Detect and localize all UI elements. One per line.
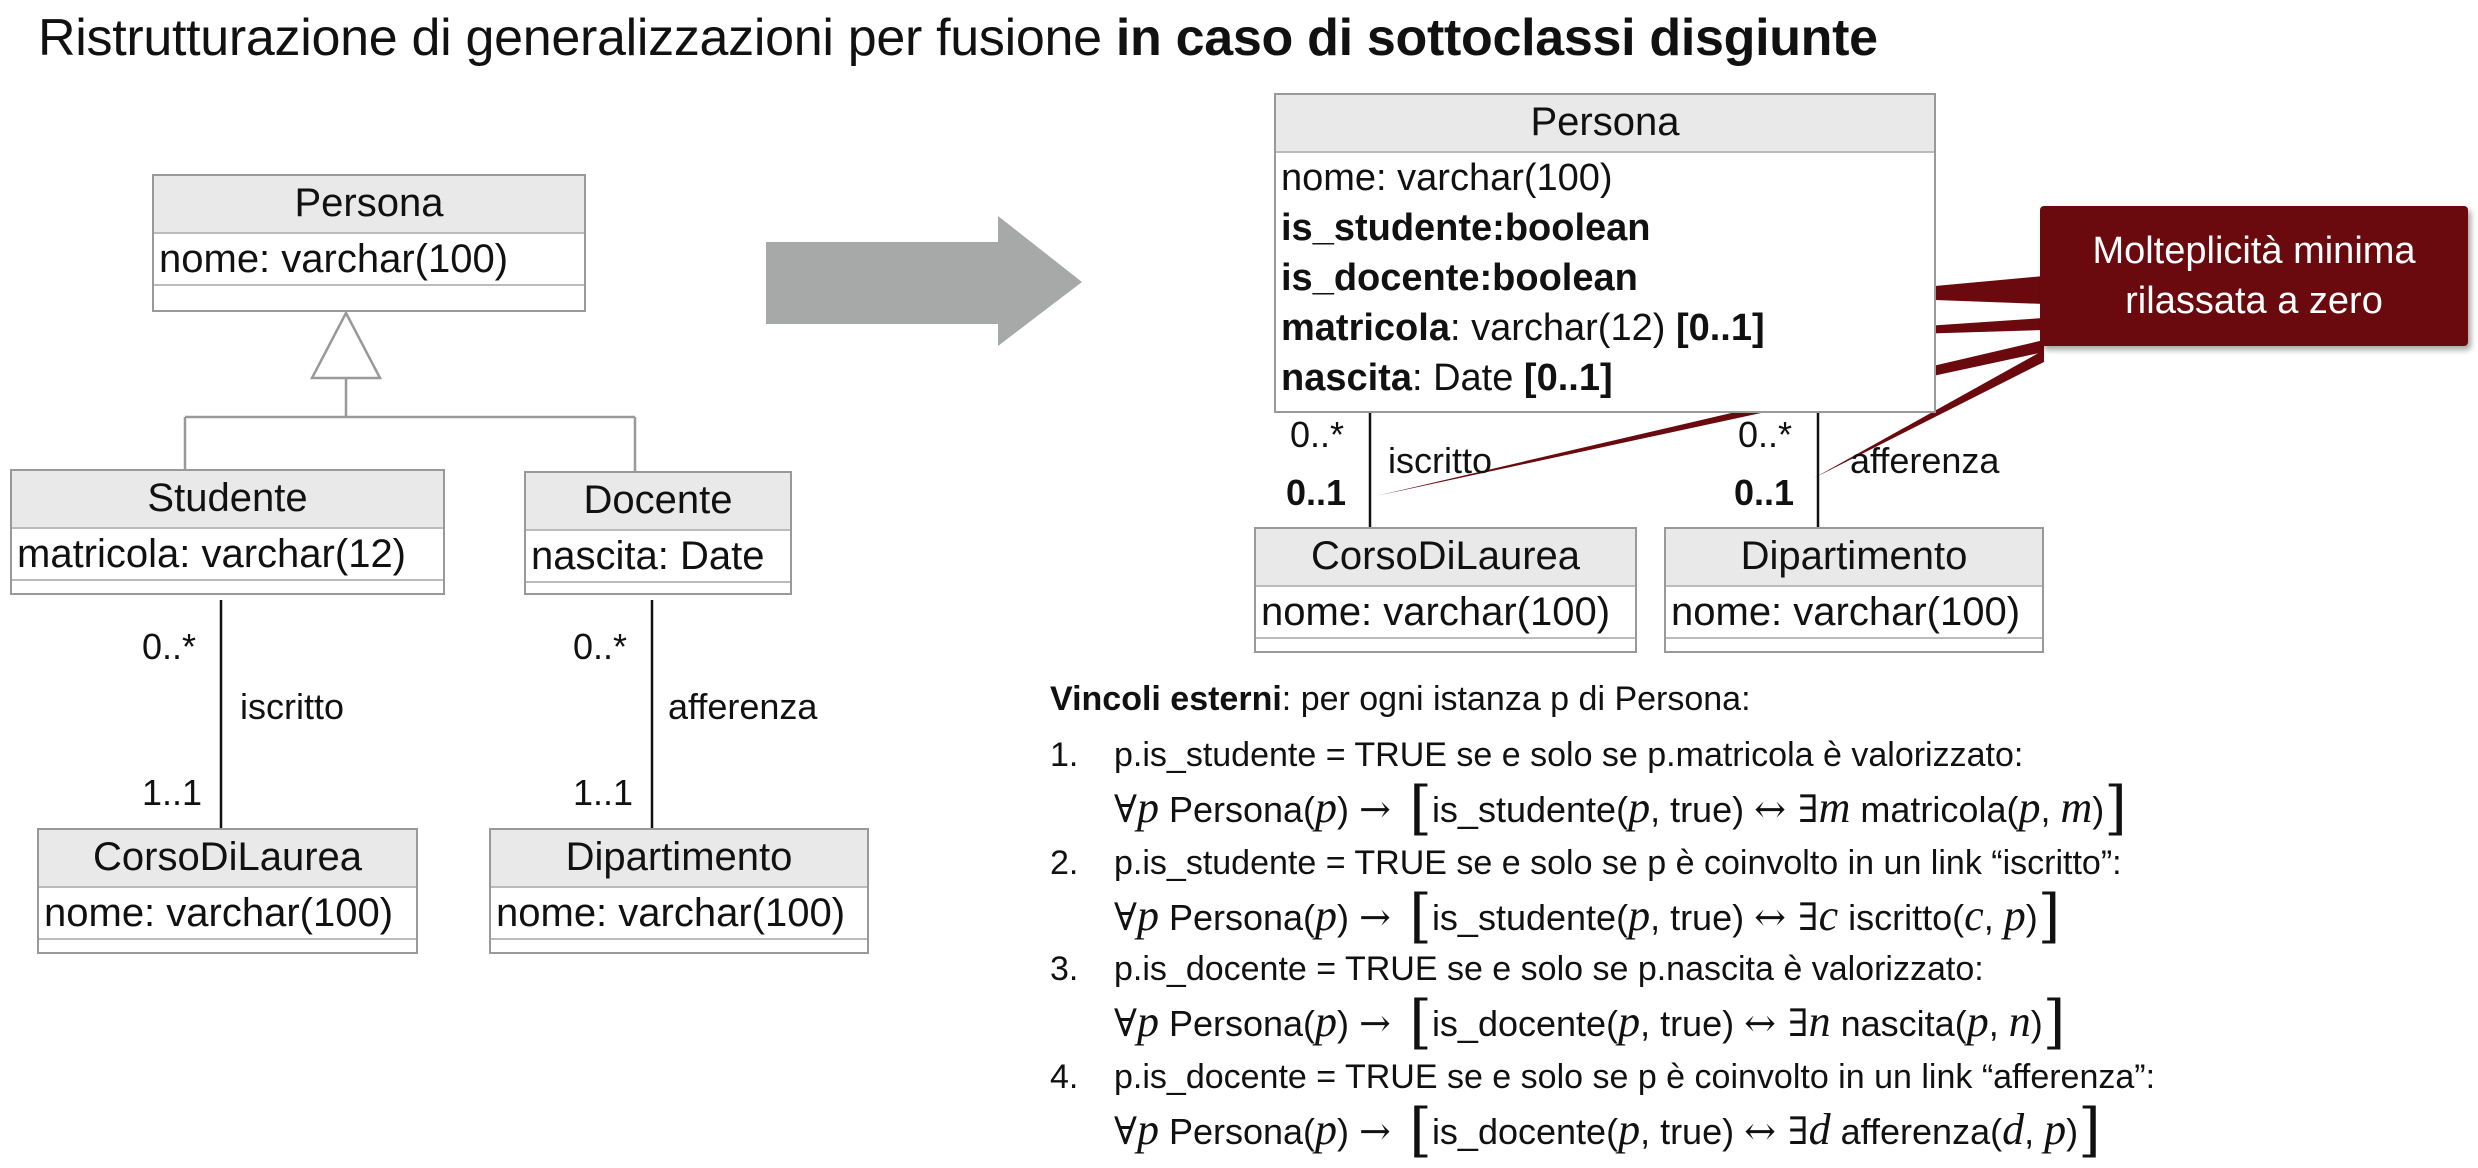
iff-symbol: ↔ (1754, 787, 1786, 831)
math-variable: p (1618, 1105, 1641, 1154)
class-name: CorsoDiLaurea (39, 830, 416, 888)
math-variable: n (2008, 997, 2031, 1046)
formula-token: , (2040, 789, 2061, 830)
class-persona-left (152, 174, 586, 312)
formula-token: , (2024, 1111, 2045, 1152)
math-variable: p (2018, 783, 2041, 832)
transform-arrow (766, 216, 1082, 346)
left-bracket: [ (1390, 988, 1432, 1056)
constraint-number: 1. (1050, 736, 1079, 774)
class-attribute: nome: varchar(100) (159, 237, 509, 281)
formula-token: ) (2092, 789, 2105, 830)
constraint-number: 2. (1050, 844, 1079, 882)
slide-title: Ristrutturazione di generalizzazioni per fusione in caso di sottoclassi disgiunte (38, 9, 1878, 67)
math-variable: p (1136, 1105, 1159, 1154)
math-variable: d (2002, 1105, 2025, 1154)
math-variable: c (1818, 891, 1839, 940)
implies-symbol: → (1359, 1109, 1391, 1153)
math-variable: p (1136, 891, 1159, 940)
constraint-formula (1114, 988, 2065, 1056)
constraint-formula (1114, 774, 2127, 842)
multiplicity: 0..1 (1734, 472, 1795, 513)
constraints-heading: Vincoli esterni: per ogni istanza p di Persona: (1050, 680, 1751, 718)
class-dipartimento-left (489, 828, 869, 954)
class-name: Dipartimento (1666, 529, 2042, 587)
math-variable: p (1136, 783, 1159, 832)
multiplicity: 0..* (1738, 414, 1793, 455)
multiplicity: 0..* (142, 626, 197, 667)
predicate: Persona( (1158, 897, 1316, 938)
math-variable: p (1136, 997, 1159, 1046)
constraint-text: p.is_studente = TRUE se e solo se p.matricola è valorizzato: (1114, 736, 2024, 774)
association-label: iscritto (1388, 440, 1493, 481)
class-studente-left (10, 469, 445, 595)
formula-token: , true) (1650, 897, 1755, 938)
class-name: Persona (1276, 95, 1934, 153)
math-variable: p (2044, 1105, 2067, 1154)
math-variable: d (1808, 1105, 1831, 1154)
constraint-formula (1114, 1096, 2101, 1164)
math-variable: p (1315, 783, 1338, 832)
exists-symbol: ∃ (1775, 1001, 1809, 1045)
predicate: nascita( (1830, 1003, 1967, 1044)
generalization-triangle (312, 313, 380, 378)
formula-token: , true) (1640, 1111, 1745, 1152)
math-variable: c (1964, 891, 1984, 940)
class-attribute: matricola: varchar(12) [0..1] (1281, 307, 1765, 349)
predicate: is_docente( (1431, 1003, 1619, 1044)
right-bracket: ] (2042, 988, 2066, 1056)
math-variable: p (1966, 997, 1989, 1046)
formula-token: , (1983, 897, 2004, 938)
predicate: Persona( (1158, 1111, 1316, 1152)
class-attribute: matricola: varchar(12) (17, 532, 407, 576)
left-bracket: [ (1390, 1096, 1432, 1164)
math-variable: p (1315, 891, 1338, 940)
multiplicity: 0..1 (1286, 472, 1347, 513)
class-corso-right (1254, 527, 1637, 653)
class-attribute: nome: varchar(100) (1671, 590, 2021, 634)
class-corso-left (37, 828, 418, 954)
callout-line: Molteplicità minima (2092, 230, 2416, 272)
constraint-number: 3. (1050, 950, 1079, 988)
class-persona-right (1274, 93, 1936, 413)
class-attribute: nascita: Date (531, 534, 765, 578)
formula-token: ) (1337, 789, 1360, 830)
predicate: Persona( (1158, 789, 1316, 830)
constraint-text: p.is_studente = TRUE se e solo se p è coinvolto in un link “iscritto”: (1114, 844, 2122, 882)
predicate: is_studente( (1431, 897, 1629, 938)
right-bracket: ] (2078, 1096, 2101, 1164)
class-attribute: nome: varchar(100) (44, 891, 394, 935)
class-docente-left (524, 471, 792, 595)
formula-token: ) (1337, 897, 1360, 938)
iff-symbol: ↔ (1754, 895, 1786, 939)
constraint-item (1050, 844, 2122, 883)
constraint-number: 4. (1050, 1058, 1079, 1096)
math-variable: p (2003, 891, 2026, 940)
forall-symbol: ∀ (1114, 787, 1137, 831)
class-name: Persona (154, 176, 584, 234)
multiplicity: 1..1 (142, 772, 203, 813)
constraint-item (1050, 736, 2023, 775)
forall-symbol: ∀ (1114, 1001, 1137, 1045)
formula-token: ) (2025, 897, 2038, 938)
constraint-text: p.is_docente = TRUE se e solo se p è coinvolto in un link “afferenza”: (1114, 1058, 2156, 1096)
constraint-item (1050, 1058, 2155, 1097)
constraint-text: p.is_docente = TRUE se e solo se p.nascita è valorizzato: (1114, 950, 1984, 988)
left-bracket: [ (1390, 774, 1432, 842)
predicate: afferenza( (1830, 1111, 2003, 1152)
implies-symbol: → (1359, 895, 1391, 939)
formula-token: , true) (1640, 1003, 1745, 1044)
association-label: afferenza (668, 686, 818, 727)
math-variable: m (2060, 783, 2093, 832)
formula-token: ) (2030, 1003, 2043, 1044)
class-name: Dipartimento (491, 830, 867, 888)
implies-symbol: → (1359, 787, 1391, 831)
exists-symbol: ∃ (1775, 1109, 1809, 1153)
formula-token: , true) (1650, 789, 1755, 830)
math-variable: m (1818, 783, 1851, 832)
iff-symbol: ↔ (1744, 1109, 1776, 1153)
exists-symbol: ∃ (1785, 895, 1819, 939)
formula-token: ) (1337, 1003, 1360, 1044)
left-bracket: [ (1390, 882, 1432, 950)
math-variable: p (1618, 997, 1641, 1046)
class-attribute: is_docente:boolean (1281, 257, 1638, 299)
predicate: is_studente( (1431, 789, 1629, 830)
class-attribute: nome: varchar(100) (1261, 590, 1611, 634)
predicate: is_docente( (1431, 1111, 1619, 1152)
math-variable: p (1315, 997, 1338, 1046)
multiplicity: 0..* (1290, 414, 1345, 455)
math-variable: p (1628, 891, 1651, 940)
class-dipartimento-right (1664, 527, 2044, 653)
constraint-formula (1114, 882, 2060, 950)
constraint-item (1050, 950, 1984, 989)
math-variable: p (1315, 1105, 1338, 1154)
formula-token: ) (2066, 1111, 2079, 1152)
formula-token: ) (1337, 1111, 1360, 1152)
multiplicity: 0..* (573, 626, 628, 667)
class-attribute: is_studente:boolean (1281, 207, 1651, 249)
iff-symbol: ↔ (1744, 1001, 1776, 1045)
right-bracket: ] (2104, 774, 2127, 842)
class-attribute: nome: varchar(100) (496, 891, 846, 935)
math-variable: p (1628, 783, 1651, 832)
class-name: Studente (12, 471, 443, 529)
formula-token: , (1988, 1003, 2009, 1044)
association-label: iscritto (240, 686, 345, 727)
math-variable: n (1808, 997, 1831, 1046)
multiplicity: 1..1 (573, 772, 634, 813)
callout-note (2040, 206, 2468, 346)
predicate: matricola( (1850, 789, 2019, 830)
exists-symbol: ∃ (1785, 787, 1819, 831)
class-name: CorsoDiLaurea (1256, 529, 1635, 587)
class-name: Docente (526, 473, 790, 531)
right-bracket: ] (2037, 882, 2061, 950)
association-label: afferenza (1850, 440, 2000, 481)
forall-symbol: ∀ (1114, 1109, 1137, 1153)
predicate: iscritto( (1838, 897, 1965, 938)
class-attribute: nascita: Date [0..1] (1281, 357, 1613, 399)
implies-symbol: → (1359, 1001, 1391, 1045)
callout-line: rilassata a zero (2125, 280, 2383, 322)
predicate: Persona( (1158, 1003, 1316, 1044)
class-attribute: nome: varchar(100) (1281, 157, 1613, 199)
forall-symbol: ∀ (1114, 895, 1137, 939)
